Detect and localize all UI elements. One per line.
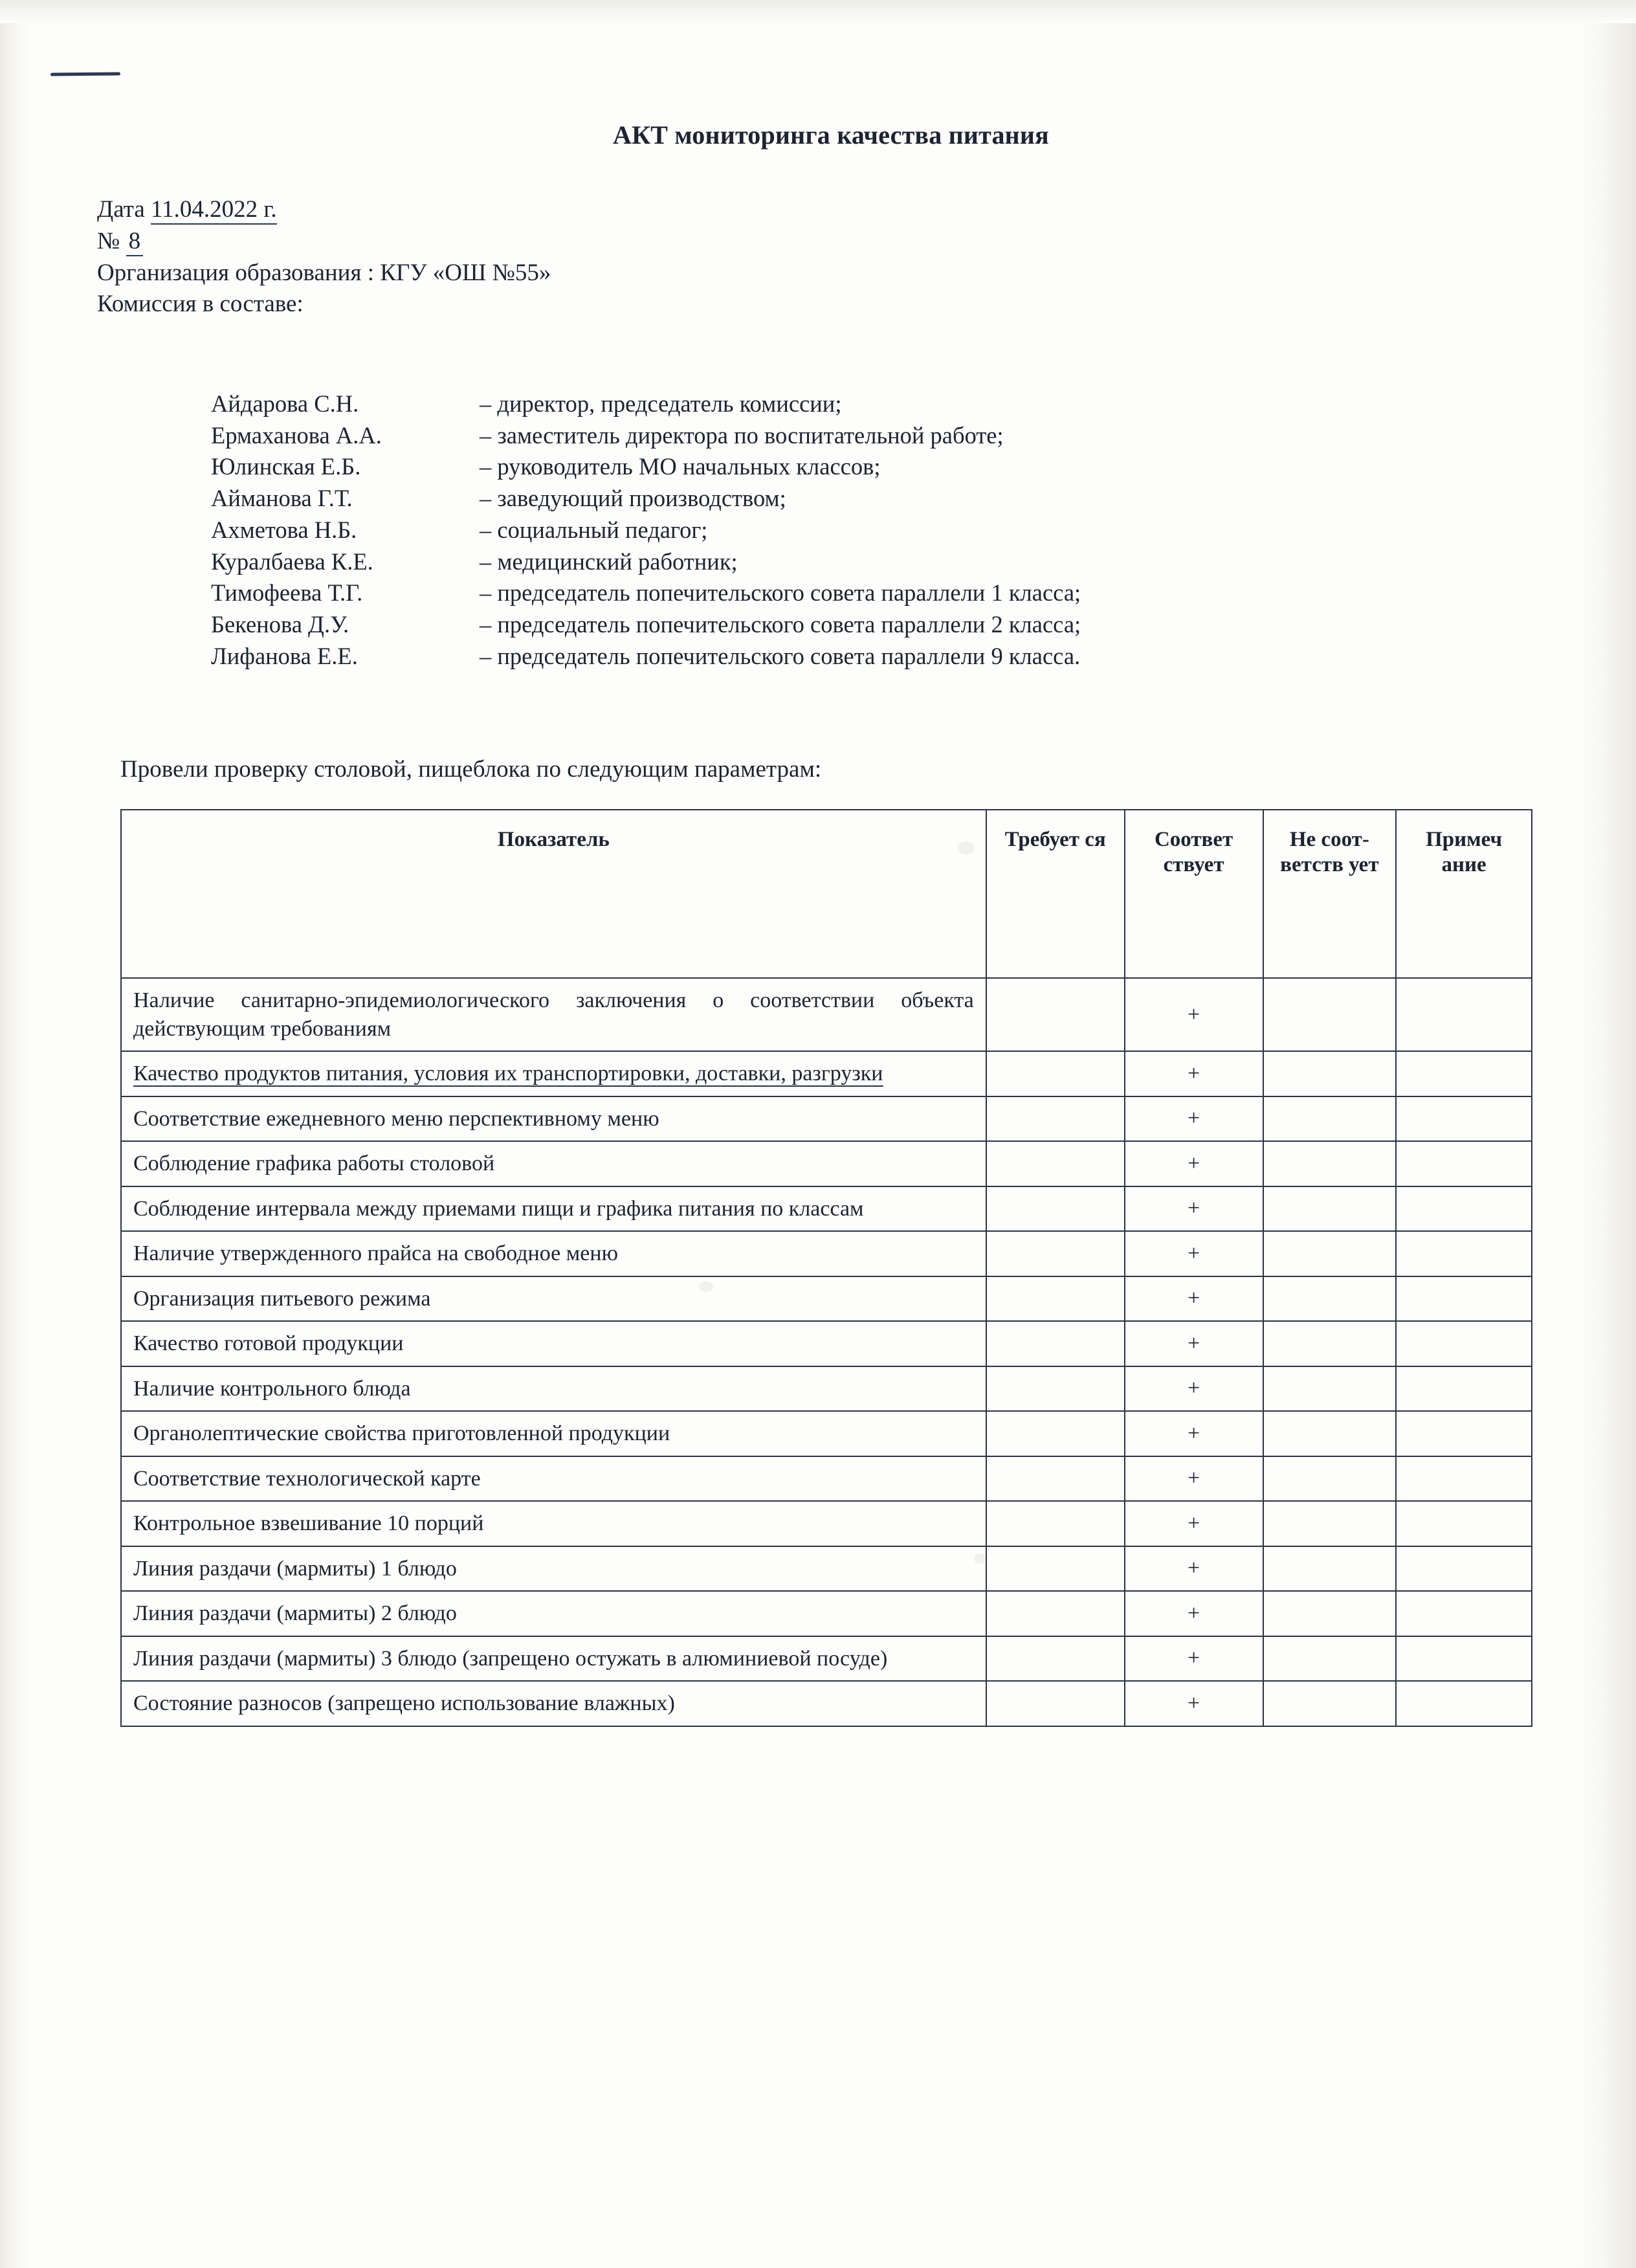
commission-member-role: – директор, председатель комиссии; [480,390,842,417]
table-header [121,810,1532,978]
commission-member-name: Юлинская Е.Б. [211,453,361,480]
cell-non-compliant [1263,1411,1397,1456]
cell-compliant: + [1125,1321,1263,1366]
cell-required [986,978,1125,1051]
table-row [121,1186,1532,1232]
commission-member-role: – медицинский работник; [480,548,738,575]
table-row [121,1141,1532,1186]
cell-required [986,1051,1125,1096]
cell-required [986,1141,1125,1186]
cell-compliant: + [1125,1231,1263,1276]
table-row [121,1681,1532,1726]
cell-non-compliant [1263,1141,1397,1186]
cell-indicator: Соответствие ежедневного меню перспективному меню [121,1096,986,1142]
cell-indicator: Состояние разносов (запрещено использование влажных) [121,1681,986,1726]
cell-non-compliant [1263,1366,1397,1412]
cell-compliant: + [1125,1546,1263,1592]
cell-compliant: + [1125,1276,1263,1322]
table-row [121,1051,1532,1096]
commission-member-name: Айманова Г.Т. [211,485,353,512]
meta-date-line [97,194,551,226]
table-row [121,1276,1532,1322]
table-row [121,1321,1532,1366]
commission-member [211,546,1081,578]
cell-note [1396,1546,1532,1592]
cell-non-compliant [1263,1546,1397,1592]
commission-member-name: Тимофеева Т.Г. [211,579,363,606]
cell-note [1396,1456,1532,1502]
cell-required [986,1681,1125,1726]
commission-member-name: Ахметова Н.Б. [211,516,357,543]
cell-note [1396,1231,1532,1276]
commission-member-name: Лифанова Е.Е. [211,642,358,669]
commission-member-name: Куралбаева К.Е. [211,548,373,575]
cell-compliant: + [1125,1096,1263,1142]
cell-required [986,1591,1125,1636]
cell-compliant: + [1125,978,1263,1051]
table-row [121,978,1532,1051]
cell-note [1396,1321,1532,1366]
cell-compliant: + [1125,1501,1263,1546]
cell-indicator: Соблюдение графика работы столовой [121,1141,986,1186]
cell-indicator: Линия раздачи (мармиты) 1 блюдо [121,1546,986,1592]
commission-member-name: Бекенова Д.У. [211,611,349,638]
commission-member [211,577,1081,609]
table-row [121,1546,1532,1592]
meta-organization-line [97,258,551,289]
cell-non-compliant [1263,1681,1397,1726]
cell-required [986,1411,1125,1456]
cell-compliant: + [1125,1366,1263,1412]
meta-number-line [97,226,551,258]
commission-member-role: – председатель попечительского совета параллели 9 класса. [480,642,1081,669]
cell-indicator: Соблюдение интервала между приемами пищи и графика питания по классам [121,1186,986,1232]
cell-indicator: Качество готовой продукции [121,1321,986,1366]
cell-required [986,1366,1125,1412]
cell-compliant: + [1125,1681,1263,1726]
cell-required [986,1546,1125,1592]
table-header-row [121,810,1532,978]
meta-organization-label: Организация образования : [97,259,375,286]
cell-required [986,1096,1125,1142]
commission-member-role: – заместитель директора по воспитательной работе; [480,421,1004,449]
cell-non-compliant [1263,1276,1397,1322]
cell-indicator-underlined-part: Качество продуктов питания, условия их транспортировки, доставки, разгрузки [133,1062,883,1086]
cell-note [1396,1636,1532,1682]
column-header-indicator: Показатель [121,810,986,978]
cell-note [1396,1051,1532,1096]
commission-member [211,451,1081,483]
table-row [121,1096,1532,1142]
commission-member [211,515,1081,546]
cell-indicator: Контрольное взвешивание 10 порций [121,1501,986,1546]
table-row [121,1231,1532,1276]
cell-note [1396,1681,1532,1726]
cell-note [1396,1501,1532,1546]
cell-indicator: Линия раздачи (мармиты) 3 блюдо (запрещено остужать в алюминиевой посуде) [121,1636,986,1682]
page-title: АКТ мониторинга качества питания [612,120,1050,150]
cell-required [986,1456,1125,1502]
cell-compliant: + [1125,1411,1263,1456]
cell-indicator: Линия раздачи (мармиты) 2 блюдо [121,1591,986,1636]
column-header-note: Примеч ание [1396,810,1532,978]
meta-commission-label: Комиссия в составе: [97,291,304,318]
commission-member [211,420,1081,452]
commission-member [211,388,1081,420]
cell-compliant: + [1125,1456,1263,1502]
commission-member [211,483,1081,515]
table-row [121,1411,1532,1456]
column-header-required: Требует ся [986,810,1125,978]
cell-non-compliant [1263,1456,1397,1502]
meta-organization-value: КГУ «ОШ №55» [380,259,551,286]
commission-member-role: – заведующий производством; [480,485,786,512]
commission-member-name: Ермаханова А.А. [211,421,382,449]
cell-note [1396,1141,1532,1186]
cell-non-compliant [1263,1591,1397,1636]
document-meta [97,194,551,320]
cell-non-compliant [1263,1501,1397,1546]
cell-required [986,1231,1125,1276]
cell-indicator [121,1051,986,1096]
cell-non-compliant [1263,1051,1397,1096]
meta-date-label: Дата [97,196,145,223]
cell-indicator: Наличие санитарно-эпидемиологического заключения о соответствии объекта действующим требованиям [121,978,986,1051]
cell-compliant: + [1125,1186,1263,1232]
cell-non-compliant [1263,1636,1397,1682]
table-row [121,1501,1532,1546]
cell-required [986,1276,1125,1322]
cell-note [1396,978,1532,1051]
table-row [121,1366,1532,1412]
commission-member-name: Айдарова С.Н. [211,390,359,417]
cell-non-compliant [1263,1186,1397,1232]
commission-member-role: – руководитель МО начальных классов; [480,453,881,480]
commission-member-role: – председатель попечительского совета параллели 1 класса; [480,579,1081,606]
commission-member [211,609,1081,641]
commission-list [211,388,1081,672]
cell-required [986,1501,1125,1546]
cell-required [986,1186,1125,1232]
cell-required [986,1321,1125,1366]
cell-note [1396,1096,1532,1142]
cell-non-compliant [1263,1096,1397,1142]
cell-compliant: + [1125,1636,1263,1682]
cell-indicator: Организация питьевого режима [121,1276,986,1322]
cell-note [1396,1276,1532,1322]
table-body [121,978,1532,1726]
cell-compliant: + [1125,1591,1263,1636]
meta-number-value: 8 [126,228,144,256]
cell-compliant: + [1125,1141,1263,1186]
commission-member [211,641,1081,673]
cell-note [1396,1591,1532,1636]
cell-indicator: Органолептические свойства приготовленной продукции [121,1411,986,1456]
cell-non-compliant [1263,1321,1397,1366]
cell-note [1396,1186,1532,1232]
table-row [121,1591,1532,1636]
cell-required [986,1636,1125,1682]
table-row [121,1456,1532,1502]
cell-note [1396,1411,1532,1456]
meta-number-label: № [97,227,120,254]
table-row [121,1636,1532,1682]
parameters-table [120,809,1532,1727]
meta-date-value: 11.04.2022 г. [151,196,277,225]
intro-text: Провели проверку столовой, пищеблока по следующим параметрам: [120,756,822,783]
column-header-compliant: Соответ ствует [1125,810,1263,978]
cell-indicator: Соответствие технологической карте [121,1456,986,1502]
cell-non-compliant [1263,978,1397,1051]
cell-indicator: Наличие утвержденного прайса на свободное меню [121,1231,986,1276]
handwritten-pen-mark [50,72,120,76]
cell-non-compliant [1263,1231,1397,1276]
commission-member-role: – социальный педагог; [480,516,708,543]
cell-note [1396,1366,1532,1412]
cell-indicator: Наличие контрольного блюда [121,1366,986,1412]
commission-member-role: – председатель попечительского совета параллели 2 класса; [480,611,1081,638]
column-header-non-compliant: Не соот- ветств ует [1263,810,1397,978]
cell-compliant: + [1125,1051,1263,1096]
